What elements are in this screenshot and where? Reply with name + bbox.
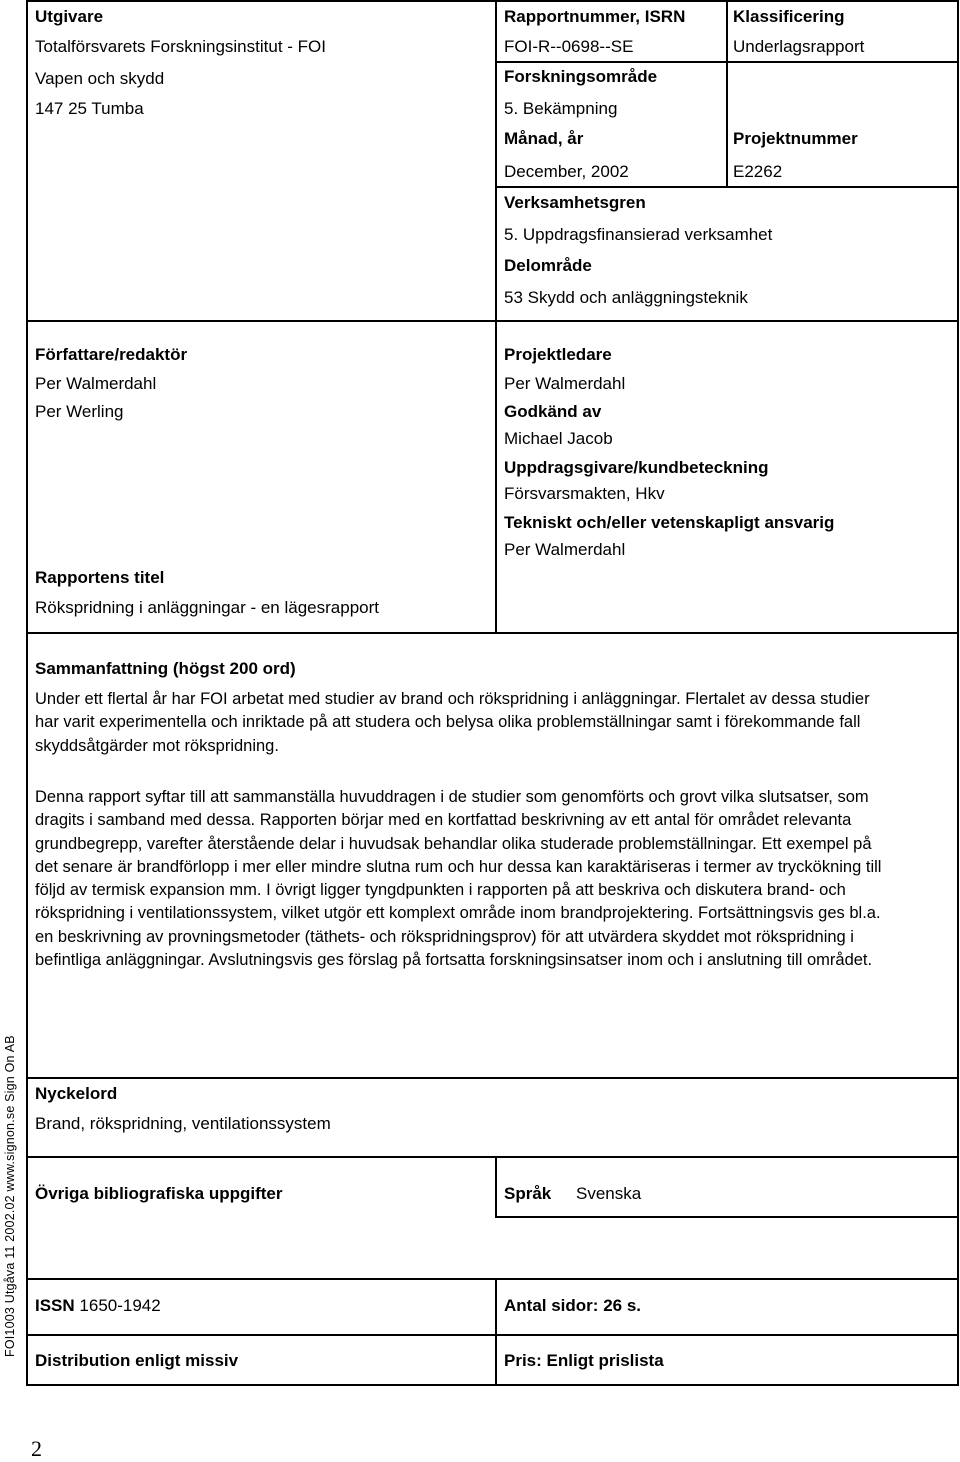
divider-month-bottom [495, 186, 959, 188]
divider-authors-middle [495, 320, 497, 634]
summary-line: Denna rapport syftar till att sammanställa huvuddragen i de studier som genomförts och grovt vilka slutsatser, som [35, 788, 869, 806]
divider-isrn-bottom [495, 61, 959, 63]
research-area-value: 5. Bekämpning [504, 99, 618, 118]
project-number-value: E2262 [733, 162, 783, 181]
responsible-label: Tekniskt och/eller vetenskapligt ansvarig [504, 513, 835, 532]
sub-area-value: 53 Skydd och anläggningsteknik [504, 288, 748, 307]
classification-value: Underlagsrapport [733, 37, 865, 56]
summary-paragraph-1 [35, 688, 870, 758]
price-value: Enligt prislista [546, 1351, 664, 1370]
price-field [504, 1351, 664, 1371]
divider-issn-middle [495, 1278, 497, 1386]
pages-value: 26 s. [603, 1296, 641, 1315]
publisher-line: Vapen och skydd [35, 69, 165, 88]
project-leader-value: Per Walmerdahl [504, 374, 626, 393]
author-name: Per Walmerdahl [35, 374, 157, 393]
publisher-line: Totalförsvarets Forskningsinstitut - FOI [35, 37, 326, 56]
summary-line: befintliga anläggningar. Avslutningsvis ges förslag på fortsatta forskningsinsatser inom och i anslutning till området. [35, 951, 873, 970]
divider-top-middle [495, 0, 497, 322]
summary-line: har varit experimentella och inriktade på att studera och belysa olika problemställningar samt i förekommande fall [35, 713, 861, 732]
divider-authors-bottom [26, 632, 959, 634]
divider-issn-bottom [26, 1334, 959, 1336]
divider-bib-bottom [26, 1278, 959, 1280]
project-leader-label: Projektledare [504, 345, 612, 364]
other-bib-label: Övriga bibliografiska uppgifter [35, 1184, 283, 1203]
summary-line: följd av termisk expansion mm. I övrigt ligger tyngdpunkten i rapporten på att beskriva och diskutera brand- och [35, 881, 846, 900]
summary-line: Under ett flertal år har FOI arbetat med studier av brand och rökspridning i anläggningar. Flertalet av dessa studier [35, 690, 870, 708]
summary-line: rökspridning i ventilationssystem, vilket utgör ett komplext område inom brandprojektering. Fortsättningsvis ges bl.a. [35, 904, 881, 923]
summary-label: Sammanfattning (högst 200 ord) [35, 659, 296, 678]
divider-language-bottom [495, 1216, 959, 1218]
frame-left [26, 0, 28, 1386]
business-branch-label: Verksamhetsgren [504, 193, 646, 212]
project-number-label: Projektnummer [733, 129, 858, 148]
approved-by-label: Godkänd av [504, 402, 602, 421]
publisher-line: 147 25 Tumba [35, 99, 144, 118]
keywords-label: Nyckelord [35, 1084, 118, 1103]
frame-bottom [26, 1384, 959, 1386]
keywords-value: Brand, rökspridning, ventilationssystem [35, 1114, 331, 1133]
form-id-side-text: FOI1003 Utgåva 11 2002.02 www.signon.se Sign On AB [3, 1035, 17, 1357]
author-name: Per Werling [35, 402, 124, 421]
month-year-value: December, 2002 [504, 162, 629, 181]
report-number-label: Rapportnummer, ISRN [504, 7, 686, 26]
divider-summary-bottom [26, 1077, 959, 1079]
summary-line: skyddsåtgärder mot rökspridning. [35, 736, 279, 755]
approved-by-value: Michael Jacob [504, 429, 613, 448]
page-number: 2 [31, 1436, 42, 1461]
summary-line: en beskrivning av provningsmetoder (täthets- och rökspridningsprov) för att utvärdera skyddet mot rökspridning i [35, 927, 854, 946]
report-title-label: Rapportens titel [35, 568, 165, 587]
frame-top [26, 0, 959, 2]
client-label: Uppdragsgivare/kundbeteckning [504, 458, 769, 477]
language-label: Språk [504, 1184, 552, 1203]
summary-line: dragits i samband med dessa. Rapporten börjar med en kortfattad beskrivning av ett antal för området relevanta [35, 811, 852, 830]
issn-value: 1650-1942 [79, 1296, 161, 1315]
frame-right [957, 0, 959, 1386]
report-number-value: FOI-R--0698--SE [504, 37, 634, 56]
distribution-label: Distribution enligt missiv [35, 1351, 239, 1370]
month-year-label: Månad, år [504, 129, 584, 148]
pages-field [504, 1296, 641, 1316]
responsible-value: Per Walmerdahl [504, 540, 626, 559]
price-label: Pris: [504, 1351, 542, 1370]
divider-header-bottom [26, 320, 959, 322]
sub-area-label: Delområde [504, 256, 592, 275]
classification-label: Klassificering [733, 7, 845, 26]
summary-line: det senare är brandförlopp i mer eller mindre slutna rum och hur dessa kan karaktäriseras i termer av tryckökning till [35, 857, 882, 876]
authors-label: Författare/redaktör [35, 345, 188, 364]
pages-label: Antal sidor: [504, 1296, 599, 1315]
client-value: Försvarsmakten, Hkv [504, 484, 665, 503]
divider-keywords-bottom [26, 1156, 959, 1158]
issn-label: ISSN [35, 1296, 75, 1315]
research-area-label: Forskningsområde [504, 67, 658, 86]
language-value: Svenska [576, 1184, 642, 1203]
summary-paragraph-2 [35, 786, 881, 972]
summary-line: grundbegrepp, varefter återstående delar i huvudsak behandlar olika studerade problemställningar. Ett exempel på [35, 834, 872, 853]
report-title-value: Rökspridning i anläggningar - en lägesrapport [35, 598, 379, 617]
issn-field [35, 1296, 161, 1316]
publisher-label: Utgivare [35, 7, 104, 26]
divider-top-right [726, 0, 728, 186]
divider-bib-middle [495, 1156, 497, 1218]
business-branch-value: 5. Uppdragsfinansierad verksamhet [504, 225, 773, 244]
